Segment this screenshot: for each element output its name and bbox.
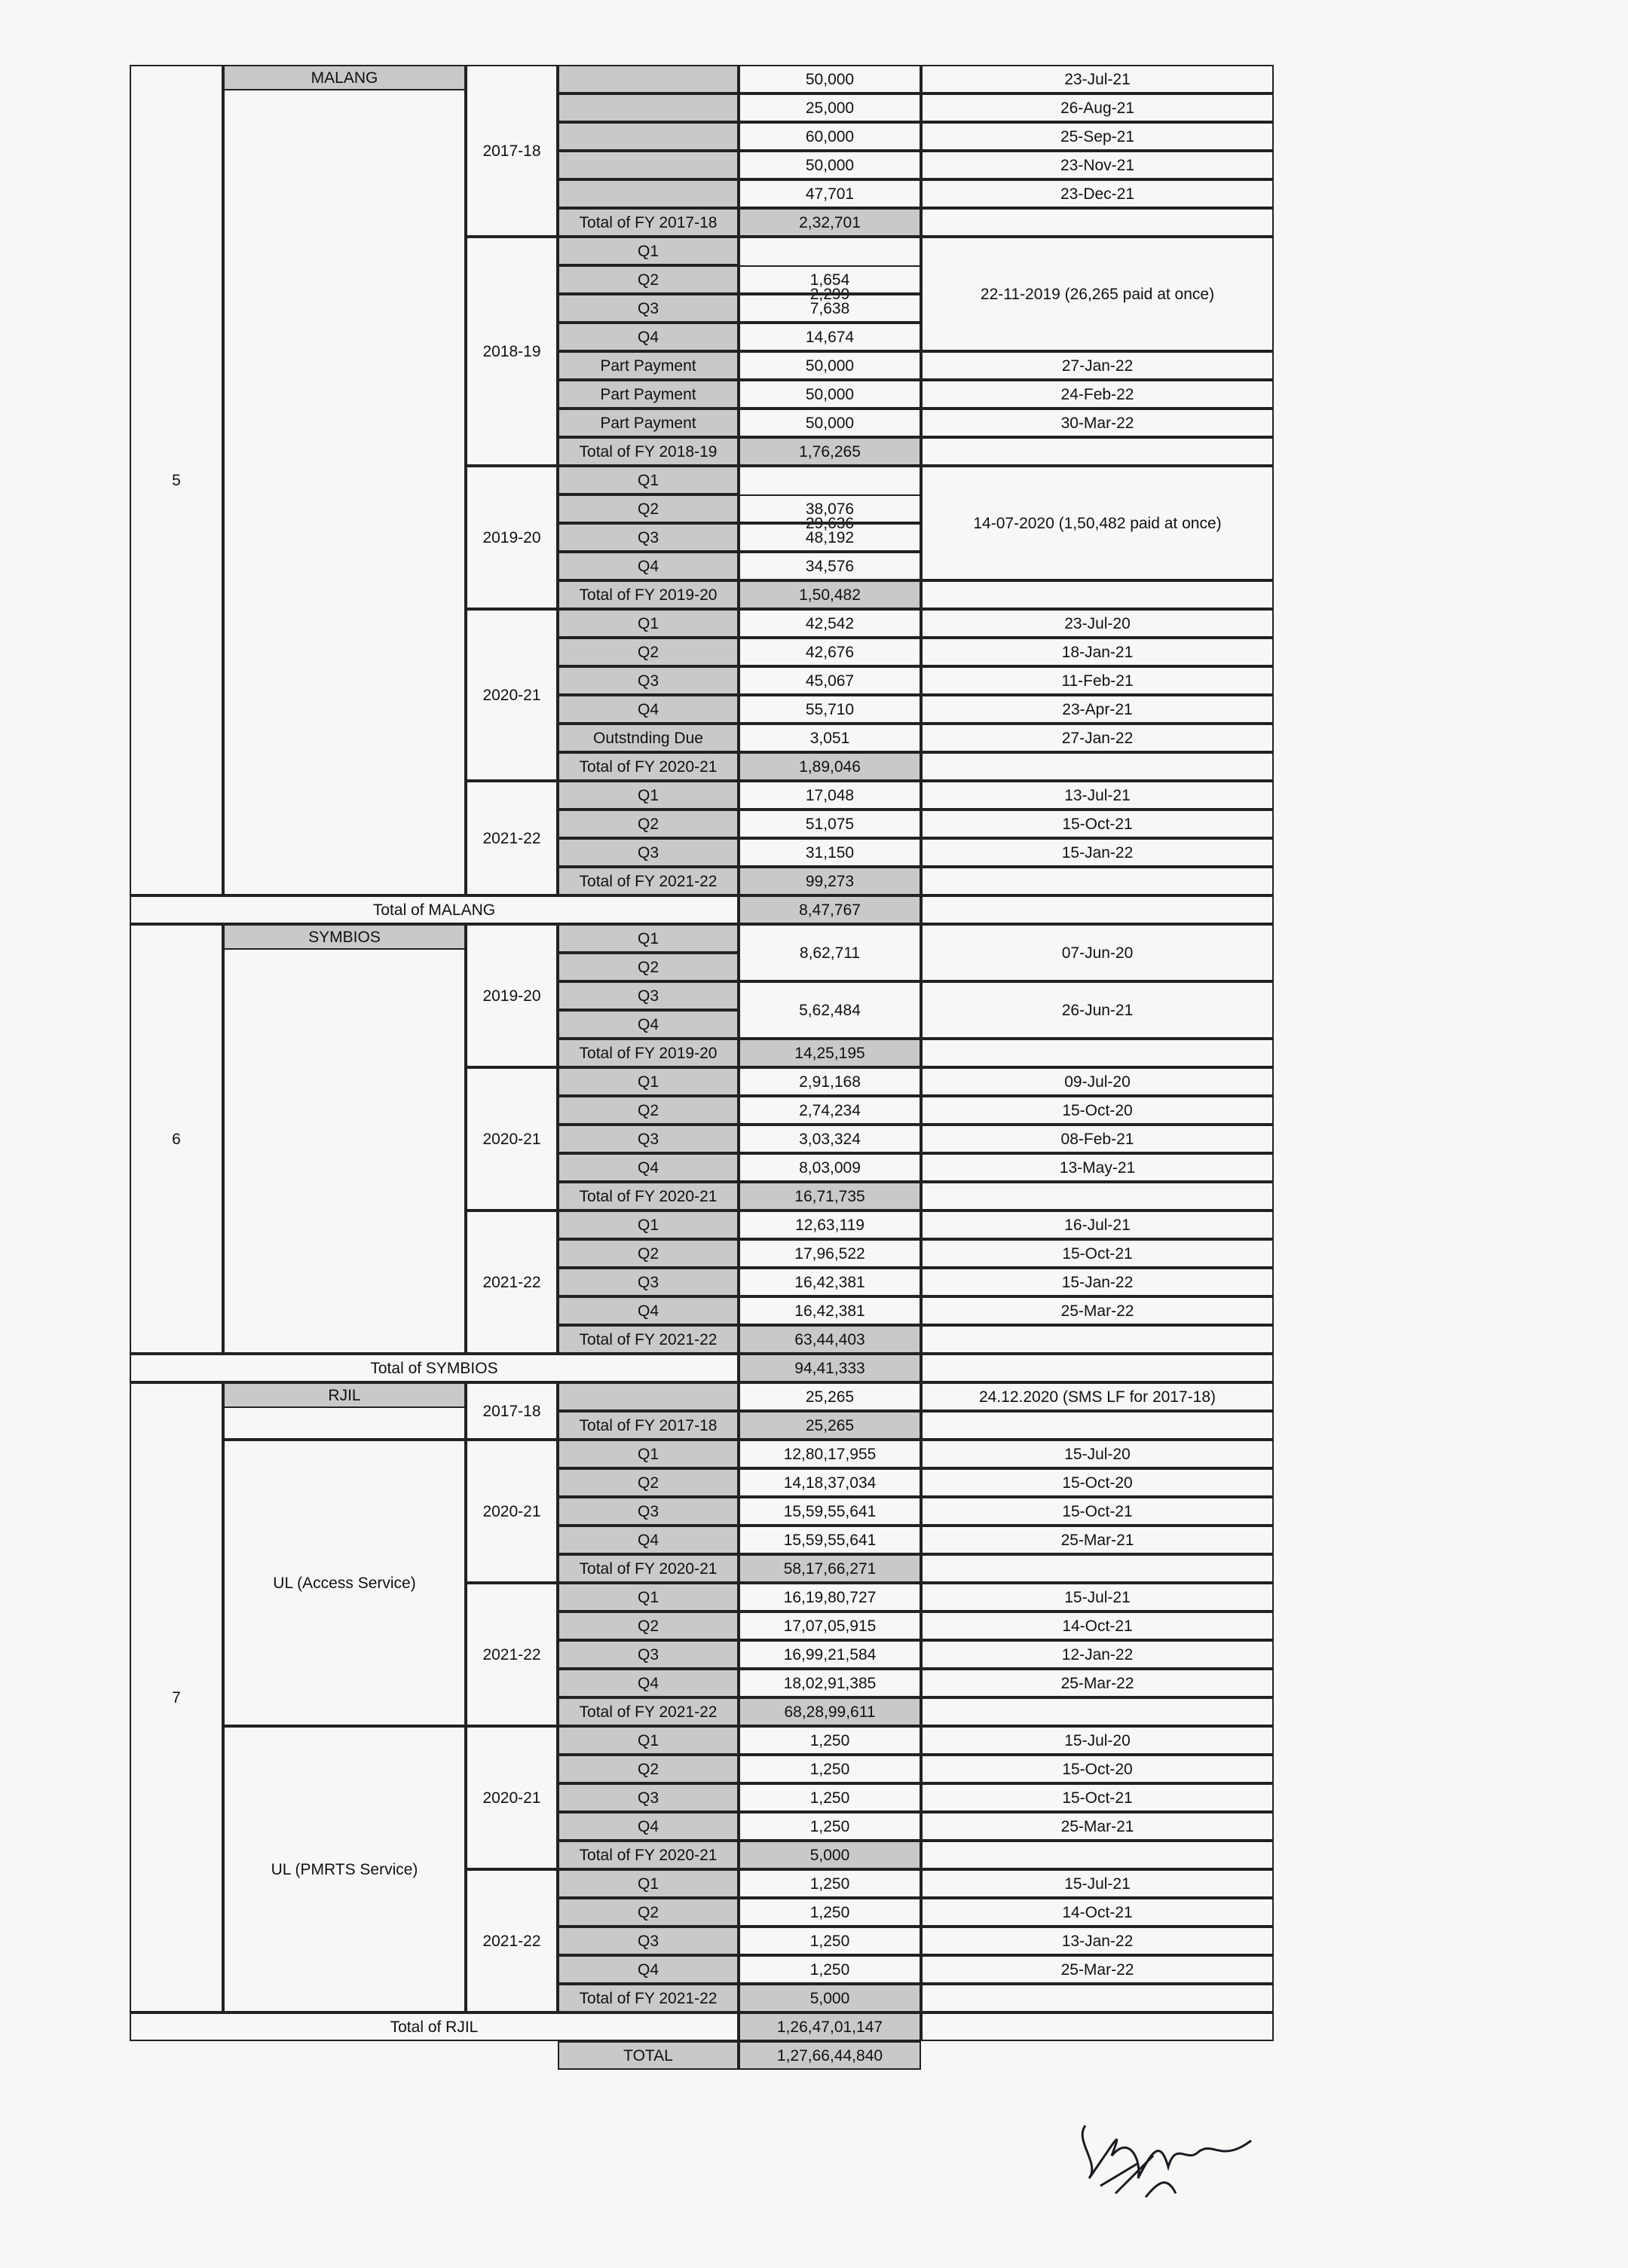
payment-date: 25-Mar-22 <box>1060 1674 1134 1692</box>
grand-total-label: TOTAL <box>623 2046 673 2064</box>
amount-value: 47,701 <box>805 185 855 203</box>
payment-date: 23-Dec-21 <box>1060 185 1135 203</box>
payment-date: 25-Mar-21 <box>1060 1531 1134 1549</box>
payment-date: 15-Oct-21 <box>1062 1502 1133 1520</box>
row-label: Q1 <box>637 786 659 804</box>
row-label: Q3 <box>637 1273 659 1291</box>
amount-value: 25,000 <box>805 99 855 117</box>
row-label: Q2 <box>637 958 659 976</box>
amount-value: 8,62,711 <box>799 944 861 962</box>
section-total-date-cell <box>921 2012 1274 2041</box>
amount-value: 17,07,05,915 <box>783 1617 877 1635</box>
row-label: Total of FY 2019-20 <box>579 1044 718 1062</box>
amount-value: 2,91,168 <box>799 1073 861 1091</box>
date-cell <box>921 437 1274 466</box>
amount-value: 17,96,522 <box>794 1244 865 1263</box>
date-cell <box>921 1841 1274 1869</box>
payment-date: 25-Sep-21 <box>1060 127 1135 145</box>
financial-year: 2021-22 <box>482 1645 541 1664</box>
row-label: Outstnding Due <box>593 729 703 747</box>
financial-year: 2021-22 <box>482 829 541 847</box>
payment-date: 15-Oct-20 <box>1062 1474 1133 1492</box>
financial-year: 2017-18 <box>482 1402 541 1420</box>
row-label: Q2 <box>637 1760 659 1778</box>
amount-value: 58,17,66,271 <box>783 1559 877 1578</box>
payment-date: 15-Oct-21 <box>1062 1789 1133 1807</box>
section-total-label: Total of SYMBIOS <box>370 1359 498 1377</box>
amount-value: 29,636 <box>805 514 855 532</box>
financial-year: 2019-20 <box>482 987 541 1005</box>
row-label: Q2 <box>637 500 659 518</box>
row-label: Q3 <box>637 1502 659 1520</box>
amount-value: 60,000 <box>805 127 855 145</box>
company-name: RJIL <box>328 1386 361 1404</box>
row-label-cell <box>558 151 739 179</box>
row-label: Q2 <box>637 815 659 833</box>
licence-group-cell <box>223 65 466 895</box>
row-label: Total of FY 2017-18 <box>579 213 718 231</box>
amount-value: 38,076 <box>805 500 855 518</box>
amount-value: 5,000 <box>809 1846 850 1864</box>
payment-date: 23-Apr-21 <box>1062 700 1133 718</box>
amount-value: 3,051 <box>809 729 850 747</box>
amount-value: 15,59,55,641 <box>783 1502 877 1520</box>
payment-date: 16-Jul-21 <box>1064 1216 1131 1234</box>
payment-date: 25-Mar-21 <box>1060 1817 1134 1835</box>
amount-value: 1,250 <box>809 1875 850 1893</box>
row-label: Total of FY 2020-21 <box>579 1187 718 1205</box>
payment-date: 23-Nov-21 <box>1060 156 1135 174</box>
payment-date: 08-Feb-21 <box>1060 1130 1134 1148</box>
company-name: MALANG <box>311 69 378 87</box>
amount-value: 42,542 <box>805 614 855 632</box>
licence-group-cell <box>223 924 466 1354</box>
row-label: Q2 <box>637 643 659 661</box>
amount-value: 51,075 <box>805 815 855 833</box>
row-label: Q3 <box>637 1932 659 1950</box>
amount-value: 63,44,403 <box>794 1330 865 1348</box>
amount-value: 7,638 <box>809 299 850 317</box>
amount-value: 48,192 <box>805 528 855 546</box>
amount-value: 14,18,37,034 <box>783 1474 877 1492</box>
row-label: Q3 <box>637 843 659 862</box>
date-cell <box>921 752 1274 781</box>
financial-year: 2021-22 <box>482 1273 541 1291</box>
amount-value: 99,273 <box>805 872 855 890</box>
amount-value: 42,676 <box>805 643 855 661</box>
amount-value: 34,576 <box>805 557 855 575</box>
row-label: Q2 <box>637 1244 659 1263</box>
amount-value: 15,59,55,641 <box>783 1531 877 1549</box>
row-label: Q4 <box>637 1674 659 1692</box>
amount-value: 50,000 <box>805 70 855 88</box>
payment-date: 15-Jul-20 <box>1064 1731 1131 1749</box>
row-label: Q3 <box>637 1789 659 1807</box>
row-label: Q1 <box>637 614 659 632</box>
amount-value: 16,19,80,727 <box>783 1588 877 1606</box>
amount-value: 14,25,195 <box>794 1044 865 1062</box>
row-label: Q3 <box>637 528 659 546</box>
row-label: Q4 <box>637 328 659 346</box>
row-label-cell <box>558 179 739 208</box>
row-label: Q2 <box>637 271 659 289</box>
payment-date: 15-Jul-21 <box>1064 1875 1131 1893</box>
date-cell <box>921 1182 1274 1211</box>
section-total-date-cell <box>921 1354 1274 1382</box>
row-label: Q4 <box>637 1960 659 1979</box>
row-label: Total of FY 2018-19 <box>579 442 718 461</box>
date-cell <box>921 1039 1274 1067</box>
amount-value: 8,03,009 <box>799 1158 861 1177</box>
row-label: Q1 <box>637 242 659 260</box>
amount-value: 31,150 <box>805 843 855 862</box>
amount-value: 50,000 <box>805 414 855 432</box>
row-label: Q4 <box>637 1015 659 1033</box>
payment-date: 14-Oct-21 <box>1062 1903 1133 1921</box>
financial-year: 2017-18 <box>482 142 541 160</box>
date-cell <box>921 1697 1274 1726</box>
amount-value: 68,28,99,611 <box>784 1703 876 1721</box>
amount-value: 16,71,735 <box>794 1187 865 1205</box>
financial-year: 2019-20 <box>482 528 541 546</box>
financial-year: 2021-22 <box>482 1932 541 1950</box>
payment-date: 11-Feb-21 <box>1061 672 1134 690</box>
payment-date: 13-May-21 <box>1059 1158 1136 1177</box>
handwritten-signature <box>1070 2110 1266 2208</box>
payment-date: 25-Mar-22 <box>1060 1960 1134 1979</box>
row-label: Part Payment <box>600 357 696 375</box>
financial-year: 2020-21 <box>482 1789 541 1807</box>
financial-year: 2020-21 <box>482 686 541 704</box>
serial-number: 5 <box>172 471 181 489</box>
row-label: Total of FY 2020-21 <box>579 1846 718 1864</box>
amount-value: 16,99,21,584 <box>783 1645 877 1664</box>
date-cell <box>921 208 1274 237</box>
payment-date: 14-Oct-21 <box>1062 1617 1133 1635</box>
row-label-cell <box>558 122 739 151</box>
payment-date: 26-Jun-21 <box>1061 1001 1134 1019</box>
payment-date: 15-Jul-21 <box>1064 1588 1131 1606</box>
amount-value: 1,250 <box>809 1817 850 1835</box>
row-label: Q1 <box>637 1731 659 1749</box>
row-label: Total of FY 2021-22 <box>579 1330 718 1348</box>
amount-value: 50,000 <box>805 357 855 375</box>
row-label: Q2 <box>637 1903 659 1921</box>
row-label: Total of FY 2020-21 <box>579 1559 718 1578</box>
serial-number: 6 <box>172 1130 181 1148</box>
payment-date: 18-Jan-21 <box>1061 643 1134 661</box>
payment-date: 15-Oct-20 <box>1062 1101 1133 1119</box>
payment-date: 09-Jul-20 <box>1064 1073 1131 1091</box>
amount-value: 1,654 <box>809 271 850 289</box>
row-label: Q3 <box>637 299 659 317</box>
payment-date: 24-Feb-22 <box>1060 385 1134 403</box>
payment-date: 23-Jul-21 <box>1064 70 1131 88</box>
row-label: Q2 <box>637 1101 659 1119</box>
payment-date: 26-Aug-21 <box>1060 99 1135 117</box>
grand-total-value: 1,27,66,44,840 <box>776 2046 883 2064</box>
row-label: Total of FY 2020-21 <box>579 758 718 776</box>
row-label: Total of FY 2017-18 <box>579 1416 718 1434</box>
payment-date: 12-Jan-22 <box>1061 1645 1134 1664</box>
row-label: Q4 <box>637 1531 659 1549</box>
amount-value: 1,76,265 <box>799 442 861 461</box>
row-label: Q1 <box>637 1073 659 1091</box>
serial-number: 7 <box>172 1688 181 1706</box>
payment-date: 15-Oct-21 <box>1062 1244 1133 1263</box>
payment-date: 07-Jun-20 <box>1061 944 1134 962</box>
payment-date: 14-07-2020 (1,50,482 paid at once) <box>973 514 1222 532</box>
section-total-date-cell <box>921 895 1274 924</box>
row-label: Q4 <box>637 557 659 575</box>
row-label: Q4 <box>637 1302 659 1320</box>
section-total-value: 1,26,47,01,147 <box>776 2018 883 2036</box>
date-cell <box>921 1554 1274 1583</box>
amount-value: 14,674 <box>805 328 855 346</box>
payment-date: 15-Jul-20 <box>1064 1445 1131 1463</box>
row-label: Total of FY 2019-20 <box>579 586 718 604</box>
licence-type: UL (Access Service) <box>273 1574 416 1592</box>
payment-date: 27-Jan-22 <box>1061 357 1134 375</box>
row-label: Q2 <box>637 1617 659 1635</box>
amount-value: 55,710 <box>805 700 855 718</box>
row-label-cell <box>558 1382 739 1411</box>
row-label: Total of FY 2021-22 <box>579 872 718 890</box>
row-label: Q3 <box>637 1645 659 1664</box>
row-label: Q2 <box>637 1474 659 1492</box>
payment-date: 15-Oct-21 <box>1062 815 1133 833</box>
amount-value: 45,067 <box>805 672 855 690</box>
amount-value: 50,000 <box>805 156 855 174</box>
date-cell <box>921 867 1274 895</box>
date-cell <box>921 1411 1274 1440</box>
amount-value: 2,299 <box>809 285 850 303</box>
payment-date: 23-Jul-20 <box>1064 614 1131 632</box>
payment-date: 25-Mar-22 <box>1060 1302 1134 1320</box>
amount-value: 5,62,484 <box>799 1001 861 1019</box>
licence-type: UL (PMRTS Service) <box>271 1860 418 1878</box>
financial-year: 2018-19 <box>482 342 541 360</box>
row-label-cell <box>558 65 739 93</box>
section-total-value: 8,47,767 <box>799 901 861 919</box>
amount-value: 16,42,381 <box>794 1302 865 1320</box>
amount-value: 1,250 <box>809 1932 850 1950</box>
financial-year: 2020-21 <box>482 1502 541 1520</box>
row-label: Total of FY 2021-22 <box>579 1989 718 2007</box>
amount-value: 12,80,17,955 <box>783 1445 877 1463</box>
financial-year: 2020-21 <box>482 1130 541 1148</box>
amount-value: 3,03,324 <box>799 1130 861 1148</box>
section-total-value: 94,41,333 <box>794 1359 865 1377</box>
row-label: Q4 <box>637 1158 659 1177</box>
row-label: Q4 <box>637 700 659 718</box>
payment-date: 15-Jan-22 <box>1061 1273 1134 1291</box>
payment-date: 24.12.2020 (SMS LF for 2017-18) <box>978 1388 1216 1406</box>
section-total-label: Total of MALANG <box>372 901 496 919</box>
row-label: Part Payment <box>600 385 696 403</box>
row-label: Total of FY 2021-22 <box>579 1703 718 1721</box>
payment-date: 22-11-2019 (26,265 paid at once) <box>980 285 1215 303</box>
section-total-label: Total of RJIL <box>390 2018 479 2036</box>
amount-value: 16,42,381 <box>794 1273 865 1291</box>
row-label: Q3 <box>637 672 659 690</box>
amount-value: 5,000 <box>809 1989 850 2007</box>
row-label: Q3 <box>637 1130 659 1148</box>
amount-value: 1,250 <box>809 1789 850 1807</box>
date-cell <box>921 1984 1274 2012</box>
payment-date: 15-Jan-22 <box>1061 843 1134 862</box>
row-label: Q1 <box>637 1216 659 1234</box>
amount-value: 1,250 <box>809 1760 850 1778</box>
row-label: Q1 <box>637 471 659 489</box>
amount-value: 1,250 <box>809 1731 850 1749</box>
row-label: Q1 <box>637 1875 659 1893</box>
amount-value: 25,265 <box>805 1388 855 1406</box>
amount-value: 25,265 <box>805 1416 855 1434</box>
payment-date: 30-Mar-22 <box>1060 414 1134 432</box>
amount-value: 1,250 <box>809 1903 850 1921</box>
row-label: Part Payment <box>600 414 696 432</box>
amount-value: 1,50,482 <box>799 586 861 604</box>
amount-value: 17,048 <box>805 786 855 804</box>
signature-scribble <box>1070 2110 1266 2208</box>
row-label: Q1 <box>637 1588 659 1606</box>
amount-value: 1,89,046 <box>799 758 861 776</box>
row-label: Q4 <box>637 1817 659 1835</box>
date-cell <box>921 580 1274 609</box>
row-label: Q1 <box>637 929 659 947</box>
row-label-cell <box>558 93 739 122</box>
payment-date: 13-Jan-22 <box>1061 1932 1134 1950</box>
payment-date: 15-Oct-20 <box>1062 1760 1133 1778</box>
amount-value: 1,250 <box>809 1960 850 1979</box>
amount-value: 18,02,91,385 <box>783 1674 877 1692</box>
row-label: Q1 <box>637 1445 659 1463</box>
company-name: SYMBIOS <box>308 928 381 946</box>
payment-date: 13-Jul-21 <box>1064 786 1131 804</box>
amount-value: 12,63,119 <box>795 1216 864 1234</box>
payment-date: 27-Jan-22 <box>1061 729 1134 747</box>
amount-value: 50,000 <box>805 385 855 403</box>
row-label: Q3 <box>637 987 659 1005</box>
date-cell <box>921 1325 1274 1354</box>
amount-value: 2,74,234 <box>799 1101 861 1119</box>
amount-value: 2,32,701 <box>799 213 861 231</box>
